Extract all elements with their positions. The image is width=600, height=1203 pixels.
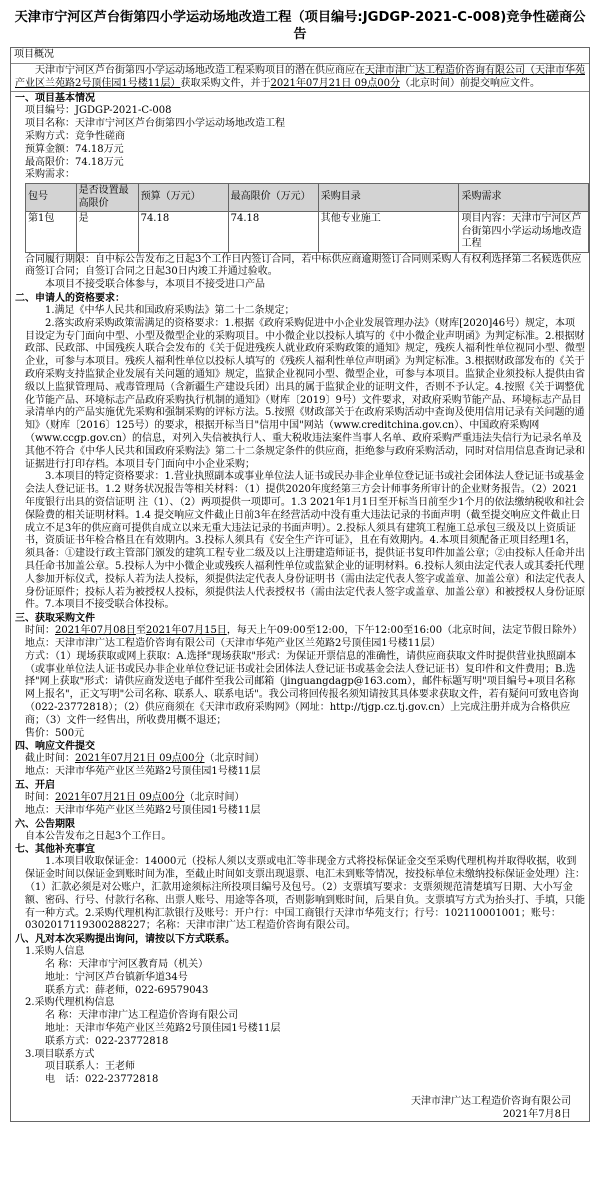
package-table [25, 183, 589, 253]
obtain-end-date: 2021年07月15日 [145, 625, 227, 637]
needs-label: 采购需求： [25, 169, 75, 181]
notice-title: 天津市宁河区芦台街第四小学运动场地改造工程（项目编号:JGDGP-2021-C-008)竞争性磋商公告 [14, 10, 586, 42]
contact-title: 3.项目联系方式 [25, 1048, 95, 1060]
table-row [26, 212, 589, 253]
qualification-2: 2.落实政府采购政策需满足的资格要求：1.根据《政府采购促进中小企业发展管理办法》（财库[2020]46号）规定，本项目设定为专门面向中型、小型及微型企业的采购项目。中小微企业以投标人填写的《中小微企业声明函》为判定标准。2.根据财政部、民政部、中国残疾人联合会发布的《关于促进残疾人就业政府采购政策的通知》规定，残疾人福利性单位视同小型、微型企业，可参与本项目。残疾人福利性单位以投标人填写的《残疾人福利性单位声明函》为判定标准。3.根据财政部发布的《关于政府采购支持监狱企业发展有关问题的通知》规定，监狱企业视同小型、微型企业，可参与本项目。监狱企业须投标人提供由省级以上监狱管理局、戒毒管理局（含新疆生产建设兵团）出具的属于监狱企业的证明文件，否则不予认定。4.按照《关于调整优化节能产品、环境标志产品政府采购执行机制的通知》（财库〔2019〕9号）文件要求，对政府采购节能产品、环境标志产品目录清单内的产品实施优先采购和强制采购的评标方法。5.按照《财政部关于在政府采购活动中查询及使用信用记录有关问题的通知》（财库〔2016〕125号）的要求，根据开标当日"信用中国"网站（www.creditchina.gov.cn）、中国政府采购网（www.ccgp.gov.cn）的信息，对列入失信被执行人、重大税收违法案件当事人名单、政府采购严重违法失信行为记录名单及其他不符合《中华人民共和国政府采购法》第二十二条规定条件的供应商，拒绝参与政府采购活动，同时对信用信息查询记录和证据进行打印存档。本项目专门面向中小企业采购； [25, 317, 585, 470]
label: 时间： [25, 791, 55, 803]
table-header: 预算（万元） [138, 184, 228, 212]
notice-period: 自本公告发布之日起3个工作日。 [25, 830, 172, 842]
obtain-place: 地点：天津市津广达工程造价咨询有限公司（天津市华苑产业区兰苑路2号顶佳园1号楼11层） [25, 637, 441, 649]
label: （北京时间） [204, 753, 265, 765]
contact-line: 名 称：天津市宁河区教育局（机关） [45, 958, 209, 970]
label: ，每天上午09:00至12:00，下午12:00至16:00（北京时间，法定节假日除外） [226, 625, 583, 637]
section-heading: 八、凡对本次采购提出询问，请按以下方式联系。 [15, 934, 235, 946]
table-header-row [26, 184, 589, 212]
section-heading: 六、公告期限 [15, 818, 75, 830]
table-header: 是否设置最高限价 [76, 184, 138, 212]
project-name: 项目名称：天津市宁河区芦台街第四小学运动场地改造工程 [25, 118, 285, 130]
procurement-method: 采购方式：竞争性磋商 [25, 130, 125, 142]
obtain-start-date: 2021年07月08日 [55, 625, 136, 637]
section-heading: 七、其他补充事宜 [15, 844, 95, 856]
contact-line: 联系方式：022-23772818 [45, 1035, 169, 1047]
contact-line: 名 称：天津市津广达工程造价咨询有限公司 [45, 1010, 239, 1022]
contact-title: 1.采购人信息 [25, 946, 85, 958]
submit-deadline-date: 2021年07月21日 09点00分 [75, 753, 205, 765]
submit-deadline [11, 753, 589, 766]
project-number: 项目编号：JGDGP-2021-C-008 [25, 105, 172, 117]
section-heading: 二、申请人的资格要求： [15, 293, 125, 305]
obtain-time [11, 625, 589, 638]
contact-line: 地址：宁河区芦台镇新华道34号 [45, 971, 188, 983]
label: （北京时间） [184, 791, 245, 803]
contact-line: 项目联系人：王老师 [45, 1061, 135, 1073]
notice-frame [10, 47, 590, 1122]
table-cell: 74.18 [228, 212, 318, 253]
signature-date: 2021年7月8日 [502, 1108, 571, 1120]
overview-address: 天津市津广达工程造价咨询有限公司（天津市华苑产业区兰苑路2号顶佳园1号楼11层） [15, 64, 585, 89]
max-price: 最高限价：74.18万元 [25, 156, 124, 168]
overview-part: 获取采购文件，并于 [180, 77, 271, 89]
signature-org: 天津市津广达工程造价咨询有限公司 [411, 1095, 571, 1107]
label: 截止时间： [25, 753, 75, 765]
table-header: 包号 [26, 184, 77, 212]
qualification-1: 1.满足《中华人民共和国政府采购法》第二十二条规定； [45, 305, 295, 317]
contact-line: 联系方式：薛老师，022-69579043 [45, 984, 209, 996]
qualification-3: 3.本项目的特定资格要求：1.营业执照副本或事业单位法人证书或民办非企业单位登记证书或社会团体法人登记证书或基金会法人登记证书。1.2 财务状况报告等相关材料：（1）提供2020年度经第三方会计师事务所审计的企业财务报告。（2）2021年度银行出具的资信证明 注（1）、（2）两项提供一项即可。1.3 2021年1月1日至开标当日前至少1个月的依法缴纳税收和社会保险费的相关证明材料。1.4 提交响应文件截止日前3年在经营活动中没有重大违法记录的书面声明（截至提交响应文件截止日成立不足3年的供应商可提供自成立以来无重大违法记录的书面声明）。2.投标人须具有建筑工程施工总承包三级及以上资质证书，资质证书年检合格且在有效期内。3.投标人须具有《安全生产许可证》，且在有效期内。4.本项目须配备正项目经理1名，须具备：①建设行政主管部门颁发的建筑工程专业二级及以上注册建造师证书，提供证书复印件加盖公章；②由投标人任命并出具任命书加盖公章。5.投标人为中小微企业或残疾人福利性单位或监狱企业的证明材料。6.投标人须由法定代表人或其委托代理人参加开标仪式，投标人若为法人投标，须提供法定代表人身份证明书（需由法定代表人签字或盖章、加盖公章）和法定代表人身份证原件；投标人若为被授权人投标，须提供法人代表授权书（需由法定代表人签字或盖章、加盖公章）和被授权人身份证原件。7.本项目不接受联合体投标。 [25, 471, 585, 611]
table-header: 采购目录 [318, 184, 459, 212]
label: 时间： [25, 625, 55, 637]
table-cell: 项目内容：天津市宁河区芦台街第四小学运动场地改造工程 [459, 212, 589, 253]
supplementary-text: 1.本项目收取保证金：14000元（投标人须以支票或电汇等非现金方式将投标保证金交至采购代理机构并取得收据，收到保证金时间以保证金到账时间为准，至截止时间如支票出现退票、电汇未到账等情况，按投标单位未缴纳投标保证金处理）注：（1）汇款必须是对公账户，汇款用途须标注所投项目编号及包号。（2）支票填写要求：支票须规范清楚填写日期、大小写金额、密码、行号、付款行名称、出票人账号、用途等各项，否则影响到账时间，后果自负。支票填写方式为抬头打、手填，只能有一种方式。2.采购代理机构汇款银行及账号：开户行：中国工商银行天津市华苑支行；行号：102110001001；账号：0302017119300288227；名称：天津市津广达工程造价咨询有限公司。 [25, 856, 585, 932]
open-place: 地点：天津市华苑产业区兰苑路2号顶佳园1号楼11层 [25, 804, 261, 816]
table-cell: 是 [76, 212, 138, 253]
budget-amount: 预算金额：74.18万元 [25, 143, 124, 155]
overview-text [11, 64, 589, 93]
label: 至 [135, 625, 146, 637]
overview-part: （北京时间）前提交响应文件。 [399, 77, 540, 89]
overview-part: 天津市宁河区芦台街第四小学运动场地改造工程采购项目的潜在供应商应在 [35, 64, 365, 76]
overview-heading: 项目概况 [11, 48, 589, 64]
contact-title: 2.采购代理机构信息 [25, 997, 115, 1009]
table-cell: 第1包 [26, 212, 77, 253]
open-date: 2021年07月21日 09点00分 [55, 791, 185, 803]
section-heading: 五、开启 [15, 779, 55, 791]
section-heading: 四、响应文件提交 [15, 741, 95, 753]
submit-place: 地点：天津市华苑产业区兰苑路2号顶佳园1号楼11层 [25, 766, 261, 778]
joint-note: 本项目不接受联合体参与，本项目不接受进口产品 [45, 279, 265, 291]
table-cell: 其他专业施工 [318, 212, 459, 253]
contract-term: 合同履行期限：自中标公告发布之日起3个工作日内签订合同，若中标供应商逾期签订合同则采购人有权利选择第二名候选供应商签订合同；自签订合同之日起30日内竣工并通过验收。 [25, 253, 582, 278]
contact-line: 地址：天津市华苑产业区兰苑路2号顶佳园1号楼11层 [45, 1022, 281, 1034]
overview-deadline: 2021年07月21日 09点00分 [270, 77, 400, 89]
obtain-method: 方式：（1）现场获取或网上获取：A.选择"现场获取"形式：为保证开票信息的准确性，请供应商获取文件时提供营业执照副本（或事业单位法人证书或民办非企业单位登记证书或社会团体法人登记证书或基金会法人登记证书）复印件和文件费用；B.选择"网上获取"形式：请供应商发送电子邮件至我公司邮箱（jinguangdagp@163.com），邮件标题写明"项目编号+项目名称 网上报名"，正文写明"公司名称、联系人、联系电话"。我公司将回传报名须知请按其具体要求获取文件，若有疑问可致电咨询（022-23772818）；（2）供应商须在《天津市政府采购网》（网址：http://tjgp.cz.tj.gov.cn）上完成注册并成为合格供应商；（3）文件一经售出，所收费用概不退还； [25, 650, 579, 726]
document-price: 售价：500元 [25, 727, 85, 739]
section-heading: 一、项目基本情况 [15, 93, 95, 105]
section-heading: 三、获取采购文件 [15, 613, 95, 625]
table-cell: 74.18 [138, 212, 228, 253]
table-header: 采购需求 [459, 184, 589, 212]
open-time [11, 792, 589, 805]
contact-line: 电 话：022-23772818 [45, 1074, 159, 1086]
table-header: 最高限价（万元） [228, 184, 318, 212]
